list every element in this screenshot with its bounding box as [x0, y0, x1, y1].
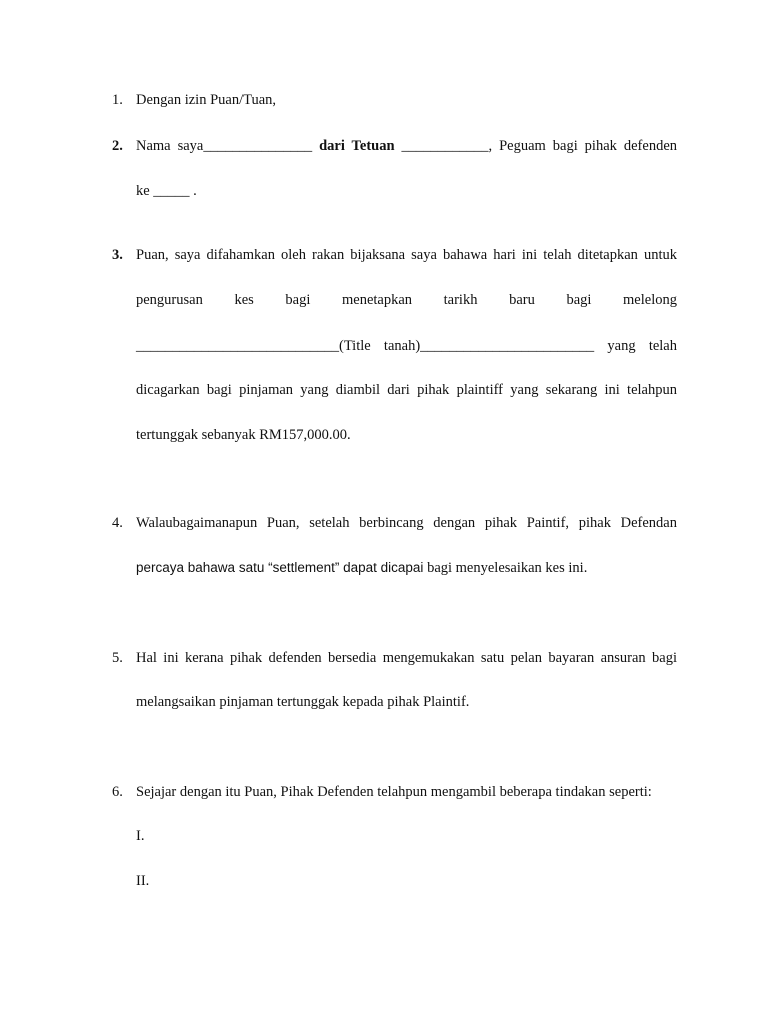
- paragraph-number: 5.: [112, 650, 123, 666]
- subitem-numeral: II.: [136, 873, 150, 889]
- name-blank-text: Nama saya_______________: [136, 138, 320, 154]
- paragraph-number: 1.: [112, 92, 123, 108]
- firm-label: dari Tetuan: [319, 138, 395, 154]
- paragraph-number: 2.: [112, 138, 123, 154]
- counsel-text: ____________, Peguam bagi pihak defenden: [394, 138, 677, 154]
- paragraph-line: ke _____ .: [136, 183, 197, 199]
- paragraph-line: melangsaikan pinjaman tertunggak kepada pihak Plaintif.: [136, 694, 470, 710]
- paragraph-number: 3.: [112, 247, 123, 263]
- paragraph-line: tertunggak sebanyak RM157,000.00.: [136, 427, 351, 443]
- paragraph-number: 6.: [112, 784, 123, 800]
- paragraph-line: Dengan izin Puan/Tuan,: [136, 92, 277, 108]
- paragraph-line: Walaubagaimanapun Puan, setelah berbincang dengan pihak Paintif, pihak Defendan: [136, 515, 677, 531]
- paragraph-line: Hal ini kerana pihak defenden bersedia mengemukakan satu pelan bayaran ansuran bagi: [136, 650, 677, 666]
- paragraph-line: Sejajar dengan itu Puan, Pihak Defenden telahpun mengambil beberapa tindakan seperti:: [136, 784, 652, 800]
- paragraph-line: [136, 138, 677, 155]
- paragraph-line: ____________________________(Title tanah)________________________ yang telah: [136, 338, 677, 354]
- paragraph-line: pengurusan kes bagi menetapkan tarikh baru bagi melelong: [136, 292, 677, 308]
- subitem-numeral: I.: [136, 828, 145, 844]
- paragraph-line: [136, 560, 587, 577]
- paragraph-number: 4.: [112, 515, 123, 531]
- settlement-text: percaya bahawa satu “settlement” dapat dicapai: [136, 560, 424, 575]
- paragraph-line: Puan, saya difahamkan oleh rakan bijaksana saya bahawa hari ini telah ditetapkan untuk: [136, 247, 677, 263]
- resolution-text: bagi menyelesaikan kes ini.: [423, 560, 588, 576]
- paragraph-line: dicagarkan bagi pinjaman yang diambil dari pihak plaintiff yang sekarang ini telahpun: [136, 382, 677, 398]
